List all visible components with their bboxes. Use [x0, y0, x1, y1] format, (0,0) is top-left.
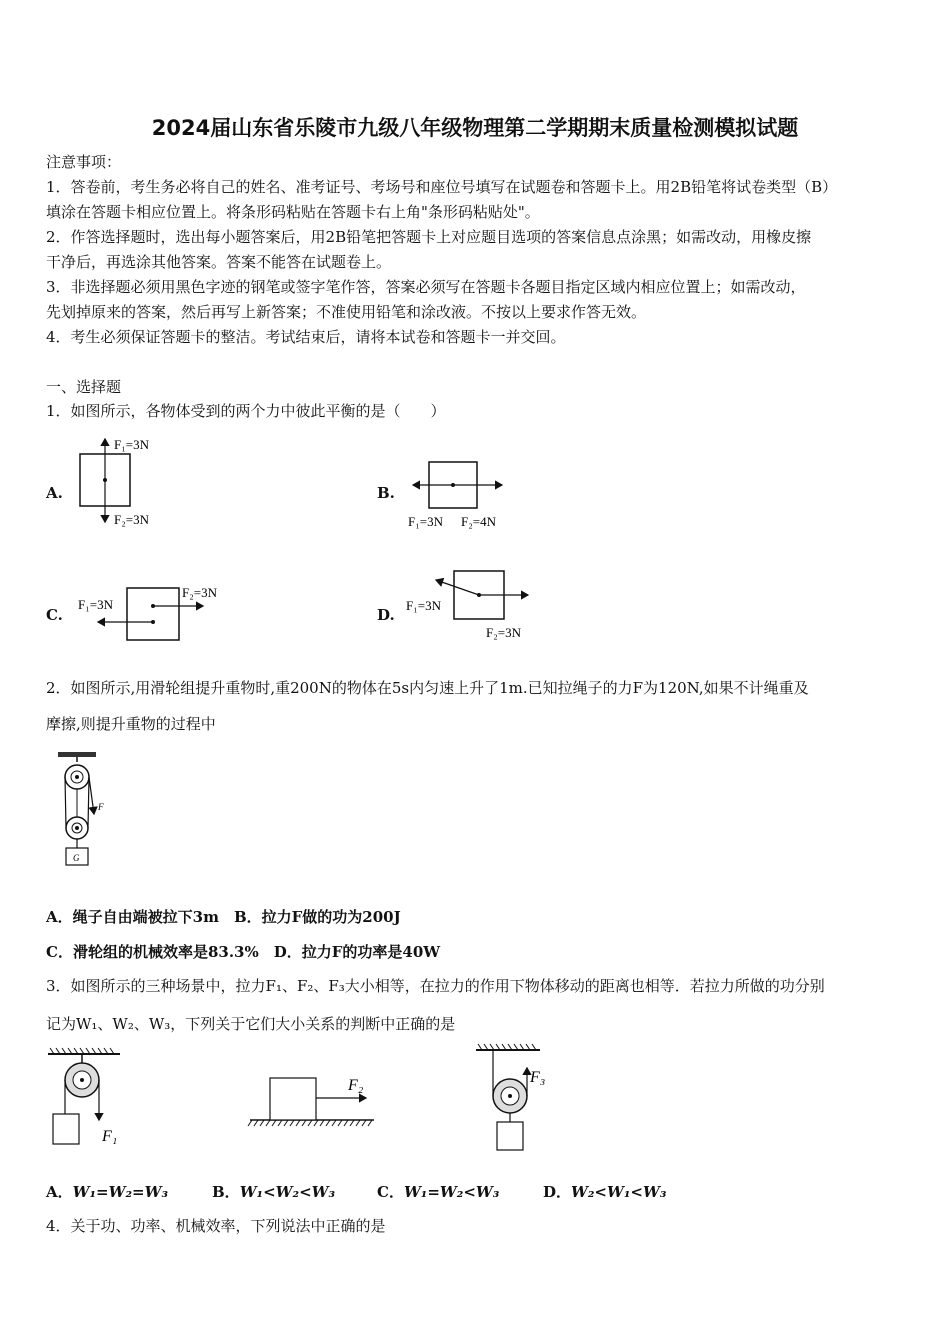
q3-figure-3: [472, 1042, 552, 1154]
q1a-f1-label: F₁=3N: [114, 437, 149, 452]
q1b-f1-label: F₁=3N: [408, 514, 443, 529]
q1-option-c-label: C.: [46, 606, 63, 624]
section-heading: 一、选择题: [46, 378, 122, 396]
q1-option-b-label: B.: [377, 484, 395, 502]
q3-option-b-label: B．: [212, 1183, 240, 1201]
q1-option-a-label: A.: [46, 484, 63, 502]
q3-option-b: [212, 1180, 335, 1205]
q1-option-a-figure: [72, 432, 182, 532]
q1-option-c-figure: [72, 582, 242, 648]
q3-stem-line1: 3．如图所示的三种场景中，拉力F₁、F₂、F₃大小相等，在拉力的作用下物体移动的距离也相等．若拉力所做的功分别: [46, 977, 825, 995]
q1-option-b-figure: [400, 452, 520, 534]
q3-figure-1: [44, 1046, 134, 1156]
notice-line: 干净后，再选涂其他答案。答案不能答在试题卷上。: [46, 253, 392, 271]
notice-line: 3．非选择题必须用黑色字迹的钢笔或签字笔作答，答案必须写在答题卡各题目指定区域内相应位置上；如需改动，: [46, 278, 806, 296]
q3-option-a-label: A．: [46, 1183, 73, 1201]
q3-option-c-label: C．: [377, 1183, 404, 1201]
q2-f-label: F: [98, 802, 104, 812]
notice-heading: 注意事项：: [46, 153, 122, 171]
q3-option-d: [543, 1180, 666, 1205]
q3-option-a: [46, 1180, 168, 1205]
notice-line: 2．作答选择题时，选出每小题答案后，用2B铅笔把答题卡上对应题目选项的答案信息点涂黑；如需改动，用橡皮擦: [46, 228, 812, 246]
q1d-f1-label: F₁=3N: [406, 598, 441, 613]
page-title: 2024届山东省乐陵市九级八年级物理第二学期期末质量检测模拟试题: [151, 116, 799, 140]
q1b-f2-label: F₂=4N: [461, 514, 496, 529]
q3-option-d-text: W₂<W₁<W₃: [571, 1183, 667, 1201]
q3-stem-line2: 记为W₁、W₂、W₃，下列关于它们大小关系的判断中正确的是: [46, 1015, 456, 1033]
q3-option-a-text: W₁=W₂=W₃: [72, 1183, 169, 1201]
q3-option-b-text: W₁<W₂<W₃: [239, 1183, 336, 1201]
q3-f3-label: F₃: [530, 1069, 546, 1086]
q2-options-row1: A．绳子自由端被拉下3m B．拉力F做的功为200J: [46, 908, 401, 926]
q3-option-c: [377, 1180, 499, 1205]
q1-option-d-label: D.: [377, 606, 395, 624]
q1-option-d-figure: [402, 566, 542, 646]
q1-stem: 1．如图所示，各物体受到的两个力中彼此平衡的是（ ）: [46, 402, 446, 420]
q3-figure-2: [246, 1070, 386, 1130]
q1c-f2-label: F₂=3N: [182, 585, 217, 600]
q2-stem-line1: 2．如图所示,用滑轮组提升重物时,重200N的物体在5s内匀速上升了1m.已知拉绳子的力F为120N,如果不计绳重及: [46, 679, 809, 697]
q2-pulley-figure: [54, 748, 114, 870]
notice-line: 1．答卷前，考生务必将自己的姓名、准考证号、考场号和座位号填写在试题卷和答题卡上。用2B铅笔将试卷类型（B）: [46, 178, 838, 196]
q2-stem-line2: 摩擦,则提升重物的过程中: [46, 715, 216, 733]
q2-g-label: G: [73, 853, 80, 863]
q1c-f1-label: F₁=3N: [78, 597, 113, 612]
q1a-f2-label: F₂=3N: [114, 512, 149, 527]
notice-line: 填涂在答题卡相应位置上。将条形码粘贴在答题卡右上角"条形码粘贴处"。: [46, 203, 540, 221]
q3-f1-label: F₁: [102, 1128, 118, 1145]
notice-line: 先划掉原来的答案，然后再写上新答案；不准使用铅笔和涂改液。不按以上要求作答无效。: [46, 303, 647, 321]
notice-line: 4．考生必须保证答题卡的整洁。考试结束后，请将本试卷和答题卡一并交回。: [46, 328, 566, 346]
q3-f2-label: F₂: [348, 1077, 364, 1094]
q3-option-d-label: D．: [543, 1183, 572, 1201]
q4-stem: 4．关于功、功率、机械效率，下列说法中正确的是: [46, 1217, 386, 1235]
q1d-f2-label: F₂=3N: [486, 625, 521, 640]
q2-options-row2: C．滑轮组的机械效率是83.3% D．拉力F的功率是40W: [46, 943, 441, 961]
q3-option-c-text: W₁=W₂<W₃: [403, 1183, 500, 1201]
